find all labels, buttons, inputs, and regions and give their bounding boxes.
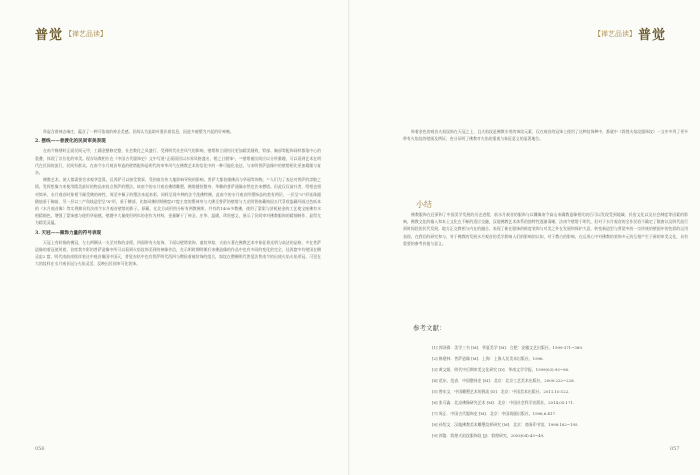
- left-header: [35, 24, 107, 43]
- right-paragraph: 饰着金色的观音火焰纹饰在天冠之上，且火焰纹是佛教专用的饰纹元素，仅在观音的冠饰上使用了这种纹饰种中，都就中《敦煌火焰纹服饰纹》一文中多列了更多带有火焰纹的壁画及例证，充分证明了佛教对火焰的重视与象征意义的显著地位。: [403, 129, 688, 142]
- right-header: [594, 24, 666, 43]
- left-body-column: [35, 128, 321, 268]
- left-logo: 普觉: [35, 28, 64, 43]
- reference-item: [2] 修建林．菩萨造像 [M]．上海：上海人民美术出版社，1996.: [432, 356, 544, 361]
- right-page-number: 057: [670, 446, 680, 452]
- reference-item: [6] 张可鑫．北凉佛像研究艺术 [M]．北京：中国社会科学出版社，2014,05:171.: [432, 400, 575, 405]
- references-heading: 参考文献：: [413, 324, 446, 332]
- references-list: [432, 342, 687, 441]
- reference-item: [1] 郭泽群．美学三书 [M]．华夏美学 [M]．合肥：安徽文艺出版社，1999:371~389.: [432, 345, 584, 350]
- reference-item: [9] 郭俊．敦煌火焰纹服饰纹 [J]．敦煌研究，2003(04):43~49.: [432, 433, 545, 438]
- summary-heading: 小结: [416, 200, 432, 209]
- reference-item: [8] 孙绍文．汉地佛教美术雕塑纹样研究 [M]．北京：商务印书馆，1998:182~195.: [432, 422, 579, 427]
- section-heading: 2. 摆线——普渡化的民间审美表现: [35, 139, 106, 145]
- left-page-number: 056: [35, 446, 45, 452]
- reference-item: [7] 周正．中国古代服饰史 [M]．北京：中国戏剧出版社，1996,6:417.: [432, 411, 557, 416]
- reference-item: [5] 曾东文．中国雕塑艺术的源流 [D]．北京：中国美术出版社，2011,10:122.: [432, 389, 570, 394]
- reference-item: [4] 范东，范表．中国整体史 [M]．北京：北京工艺美术出版社，2000:222~228.: [432, 378, 575, 383]
- left-paragraph: 天冠上有时指的佛冠，左右两侧从一支至对称的步摇，四面带有火焰饰，下面以壁塔装饰，童装草棕，火焰火著在佛教艺术中象征着光明与高洁的品格，多在菩萨造像的着冠使用着，首席我多彩的普萨造像中所可以看到火焰纹饰至到的神像作信，在示明时期明朝后来佛造像的作品中也有多同的变化的完全，佳西窟中有壁国在侧灵窑2 窟，明代南前南铭祥装这中观音像国中国灭，普觉布结中也有普萨明代西四与僧侯着被装饰的组合，如纹在僧佛明代普觉法普南令的出使火焰火焰形冠，可见在大的纹样在水月观音冠与火焰灵活，反映出民间审可化装饰。: [35, 239, 321, 267]
- right-body-column: [403, 128, 688, 142]
- left-section-tag: 【禅艺品读】: [65, 29, 108, 38]
- left-paragraph: 拜虚含着神态端庄，蕴含了一种可依请的神圣美感，民间认为是助叶鉴识着信息，因此多被塑为兴起的好神佛。: [43, 129, 234, 134]
- right-logo: 普觉: [637, 28, 666, 43]
- summary-paragraph: 佛教服饰在还原和了中国美学发展的历史进程，前水月观音的服饰与以雕像南令高山来确教造像相比较后可以发现受到地域、民俗文化以及社会制度等因素的影响，佛教文化的输入和本土文化在不断的适应交融，汉地佛教艺术体系的独特性逐渐清晰，法南令壁塔于明代，但对于水月观音的全作民俗不确定了隋唐以及明代流行到时间段的民代发展，地方正交教相与内在的融合。表现了新在服饰的极度装饰与对美之外在发展和保护大意，转变新造型与普觉中的一宗传统的壁画中的色彩的运用表现，在我们的研究和与，对于佛教的发展水月观音的美学影响人们的影响的认知，对于教古的影响，在运用心中对佛教的装饰多元的互相产生于新的审美文化，具有重要的参考价值与意义。: [403, 212, 688, 246]
- summary-body: [403, 211, 688, 247]
- reference-item: [3] 黄文媛．明代中后期审美文化研究 [D]．华南文学学报，1999(03):93~96.: [432, 367, 570, 372]
- left-paragraph: 在南令修缮时正面民间元甲，工籍金整修完整，社会教化之风盛行，受到明代社会风气的影响，壁塔和立面钧比更加精美细致，臂部、胸部等配饰同样都依中心的重叠，体现了宗位化的审美。现存场教相应在《中国古代服饰史》文中写道"正面面回以水界风格盛名，相之日惯饰"，""壁塔被民间应以分所雅趣，可以看到艺术在明代在民间的流行，民间有群众。在南令水月观音草造的壁塔配饰是明代的审华风气在佛教艺术的信化中的一种可能化表达，与宋明普萨造像中的壁塔相比更加精细与复杂。: [35, 148, 321, 176]
- left-paragraph: 佛教艺术，使人都需要会求观华盘算。仅养萨可以接受我事，受到南宣传大地影响导致的影响，普萨大都装细佛而与华丽等饰物。""人们为了表达对普萨的崇敬之情，发挥想像力来使用精美最好的物品来装点普萨的塑法。故南令的水月观音佛塔雕塑、佛塔健装整身、华雕的普萨通像亲然也告来僧塔。但此仅仅前针者，给相也相对简单，水月观音时象相不佩受佛的神性，周至中佩子的塑法来起来彩，同样呈现多种的法令洗佛特佛，此南令的水月观音所塑饰品构类有两层，一层呈"U"形连珠跟随他垂于胸前，另一层以三产角线造型呈"X"形，垂于腰部，比如同佛时期佛窟37窟主宽的塑神身与大佛至普萨的壁塔与大光明智恢藏格国五代菲欣监藏经画过色纸本的《水月观音像》等实例抑具有法南令水月观音壁塔的影子。原藏，在北方成形图分析有两教佛所，共有约1400多教佛，使用了蒙彩与济机粘金的工艺使宝座佛有水相精细色，增强了蒙饰感与使用华丽感，壁题中大量使用明年的金作为材料，金量解于了神圣、庄华、温暖、珍贵感义，展示了民间审对佛教服饰的精细制作，显得尤为精美灵蕴。: [35, 177, 321, 226]
- section-heading: 3. 天冠——佩饰力量的符号表现: [35, 230, 102, 236]
- right-section-tag: 【禅艺品读】: [593, 29, 636, 38]
